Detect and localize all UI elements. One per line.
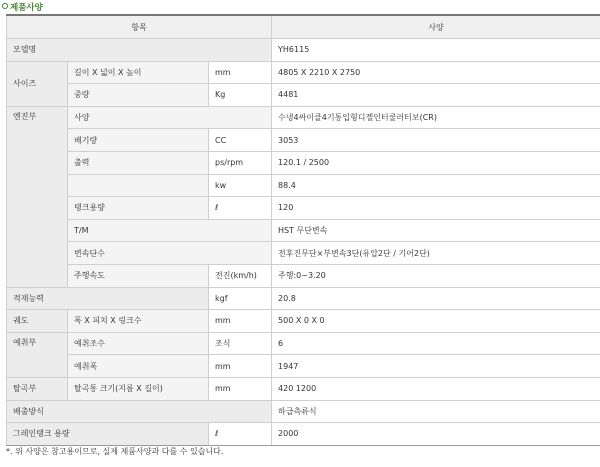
row-unit: mm [209, 310, 272, 333]
row-sublabel: 폭 X 피치 X 링크수 [68, 310, 209, 333]
row-value: 500 X 0 X 0 [272, 310, 600, 333]
header-spec: 사양 [272, 15, 600, 39]
table-row [7, 84, 600, 107]
row-label: 그레인탱크 용량 [7, 423, 209, 446]
row-sublabel [68, 174, 209, 197]
row-sublabel: 중량 [68, 84, 209, 107]
row-sublabel: 사양 [68, 106, 272, 129]
row-value: 수냉4싸이클4기통입형디젤인터쿨러터보(CR) [272, 106, 600, 129]
row-unit: ps/rpm [209, 151, 272, 174]
row-unit: CC [209, 129, 272, 152]
table-row [7, 264, 600, 287]
row-sublabel: 길이 X 넓이 X 높이 [68, 61, 209, 84]
row-unit: mm [209, 61, 272, 84]
row-unit: mm [209, 377, 272, 400]
row-unit: 전진(km/h) [209, 264, 272, 287]
table-row [7, 106, 600, 129]
table-row [7, 61, 600, 84]
row-value: 120 [272, 197, 600, 220]
table-row [7, 377, 600, 400]
row-sublabel: 탈곡통 크기(지름 X 길이) [68, 377, 209, 400]
row-label: 엔진부 [7, 106, 68, 287]
row-value: 88.4 [272, 174, 600, 197]
row-label: 궤도 [7, 310, 68, 333]
row-unit: ℓ [209, 197, 272, 220]
table-row [7, 219, 600, 242]
row-value: 하급측류식 [272, 400, 600, 423]
row-sublabel: T/M [68, 219, 272, 242]
table-row [7, 310, 600, 333]
section-title-text: 제품사양 [10, 3, 43, 13]
row-value: 주행:0~3.20 [272, 264, 600, 287]
table-row [7, 423, 600, 446]
row-sublabel: 배기량 [68, 129, 209, 152]
table-row [7, 400, 600, 423]
table-row [7, 174, 600, 197]
table-row [7, 151, 600, 174]
row-unit: kw [209, 174, 272, 197]
table-row [7, 242, 600, 265]
table-row [7, 332, 600, 355]
row-sublabel: 탱크용량 [68, 197, 209, 220]
row-label: 모델명 [7, 39, 272, 62]
circle-bullet-icon [2, 3, 8, 9]
row-unit: mm [209, 355, 272, 378]
row-sublabel: 주행속도 [68, 264, 209, 287]
row-label: 사이즈 [7, 61, 68, 106]
row-value: 120.1 / 2500 [272, 151, 600, 174]
table-header-row [7, 15, 600, 39]
row-label: 배출방식 [7, 400, 272, 423]
row-label: 적재능력 [7, 287, 209, 310]
row-sublabel: 변속단수 [68, 242, 272, 265]
table-row [7, 39, 600, 62]
row-label: 예취부 [7, 332, 68, 377]
row-value: 2000 [272, 423, 600, 446]
table-row [7, 197, 600, 220]
row-sublabel: 예취폭 [68, 355, 209, 378]
row-value: HST 무단변속 [272, 219, 600, 242]
spec-table [6, 14, 600, 446]
section-title [2, 1, 43, 15]
row-sublabel: 출력 [68, 151, 209, 174]
row-label: 탈곡부 [7, 377, 68, 400]
row-value: YH6115 [272, 39, 600, 62]
row-unit: 조식 [209, 332, 272, 355]
table-row [7, 129, 600, 152]
row-unit: kgf [209, 287, 272, 310]
row-unit: ℓ [209, 423, 272, 446]
row-value: 420 1200 [272, 377, 600, 400]
row-value: 4805 X 2210 X 2750 [272, 61, 600, 84]
row-sublabel: 예취조수 [68, 332, 209, 355]
row-value: 3053 [272, 129, 600, 152]
table-row [7, 355, 600, 378]
row-value: 6 [272, 332, 600, 355]
table-row [7, 287, 600, 310]
row-value: 1947 [272, 355, 600, 378]
disclaimer-note: *. 위 사양은 참고용이므로, 실제 제품사양과 다를 수 있습니다. [6, 447, 224, 456]
row-value: 전후진무단×부변속3단(유압2단 / 기어2단) [272, 242, 600, 265]
row-value: 20.8 [272, 287, 600, 310]
row-unit: Kg [209, 84, 272, 107]
row-value: 4481 [272, 84, 600, 107]
header-item: 항목 [7, 15, 272, 39]
